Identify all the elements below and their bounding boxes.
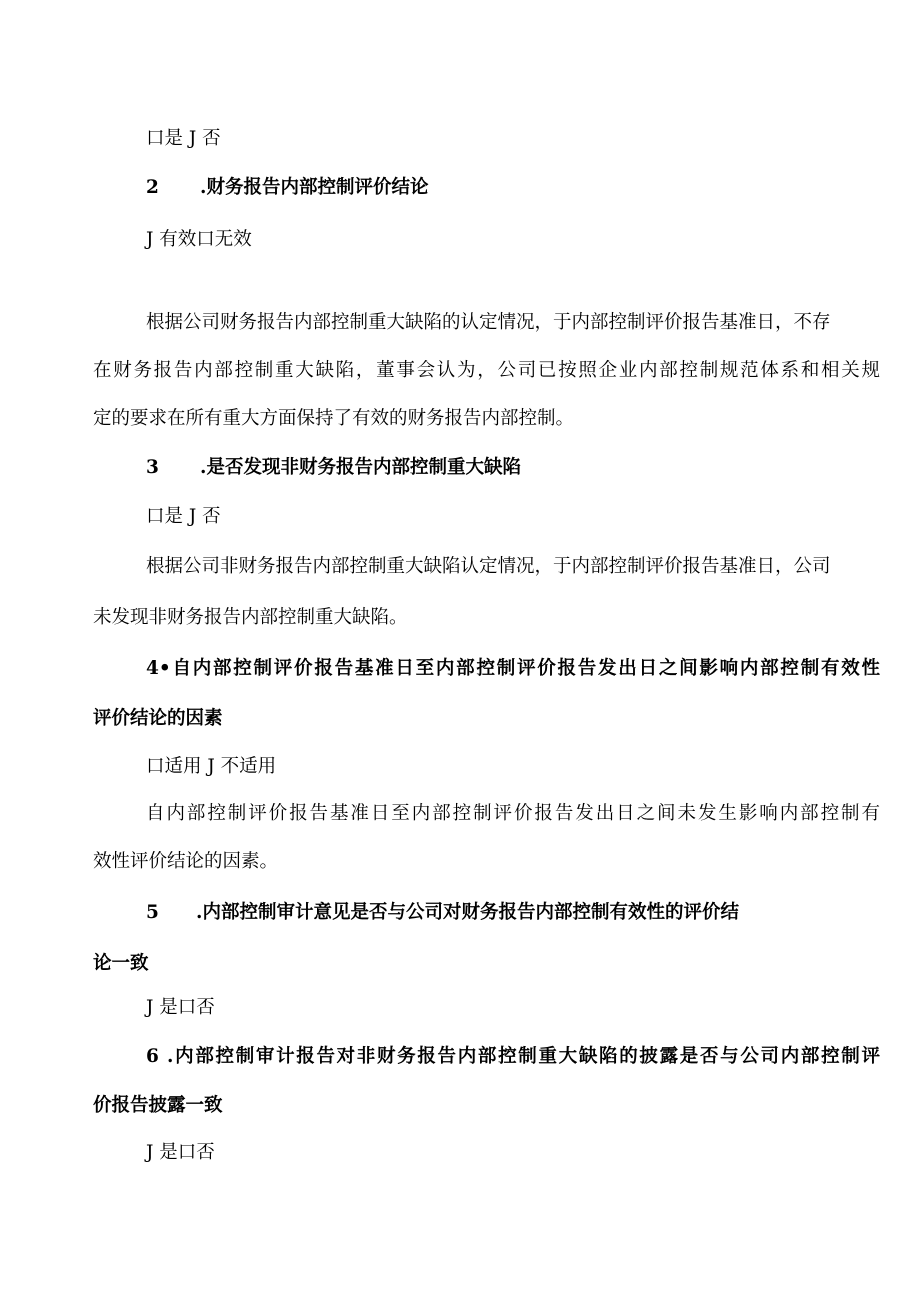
section-3-heading — [146, 456, 521, 480]
section-6-heading-line-1: 6 .内部控制审计报告对非财务报告内部控制重大缺陷的披露是否与公司内部控制评 — [146, 1046, 880, 1067]
paragraph-1-line-2: 在财务报告内部控制重大缺陷，董事会认为，公司已按照企业内部控制规范体系和相关规 — [93, 360, 880, 381]
section-2-number: 2 — [146, 177, 159, 198]
paragraph-3-line-2: 效性评价结论的因素。 — [93, 851, 279, 872]
option-yes-no-3: J 是口否 — [146, 997, 215, 1018]
section-5-heading-line-2: 论一致 — [93, 953, 149, 974]
option-effective: J 有效口无效 — [146, 229, 252, 250]
section-4-heading-line-2: 评价结论的因素 — [93, 708, 223, 729]
section-5-number: 5 — [146, 902, 159, 923]
option-yes-no-4: J 是口否 — [146, 1142, 215, 1163]
section-6-heading-line-2: 价报告披露一致 — [93, 1095, 223, 1116]
section-2-title: .财务报告内部控制评价结论 — [200, 177, 429, 198]
section-5-heading-line-1 — [146, 901, 739, 925]
section-3-number: 3 — [146, 457, 159, 478]
paragraph-1-line-1: 根据公司财务报告内部控制重大缺陷的认定情况，于内部控制评价报告基准日，不存 — [146, 312, 831, 333]
option-applicable: 口适用 J 不适用 — [146, 756, 277, 777]
section-2-heading — [146, 176, 428, 200]
paragraph-3-line-1: 自内部控制评价报告基准日至内部控制评价报告发出日之间未发生影响内部控制有 — [146, 803, 880, 824]
paragraph-2-line-2: 未发现非财务报告内部控制重大缺陷。 — [93, 607, 408, 628]
section-5-title: .内部控制审计意见是否与公司对财务报告内部控制有效性的评价结 — [196, 902, 739, 923]
option-yes-no-1: 口是 J 否 — [146, 128, 221, 149]
section-4-heading-line-1: 4•自内部控制评价报告基准日至内部控制评价报告发出日之间影响内部控制有效性 — [146, 658, 880, 679]
paragraph-1-line-3: 定的要求在所有重大方面保持了有效的财务报告内部控制。 — [93, 408, 575, 429]
paragraph-2-line-1: 根据公司非财务报告内部控制重大缺陷认定情况，于内部控制评价报告基准日，公司 — [146, 556, 831, 577]
section-3-title: .是否发现非财务报告内部控制重大缺陷 — [200, 457, 521, 478]
option-yes-no-2: 口是 J 否 — [146, 506, 221, 527]
